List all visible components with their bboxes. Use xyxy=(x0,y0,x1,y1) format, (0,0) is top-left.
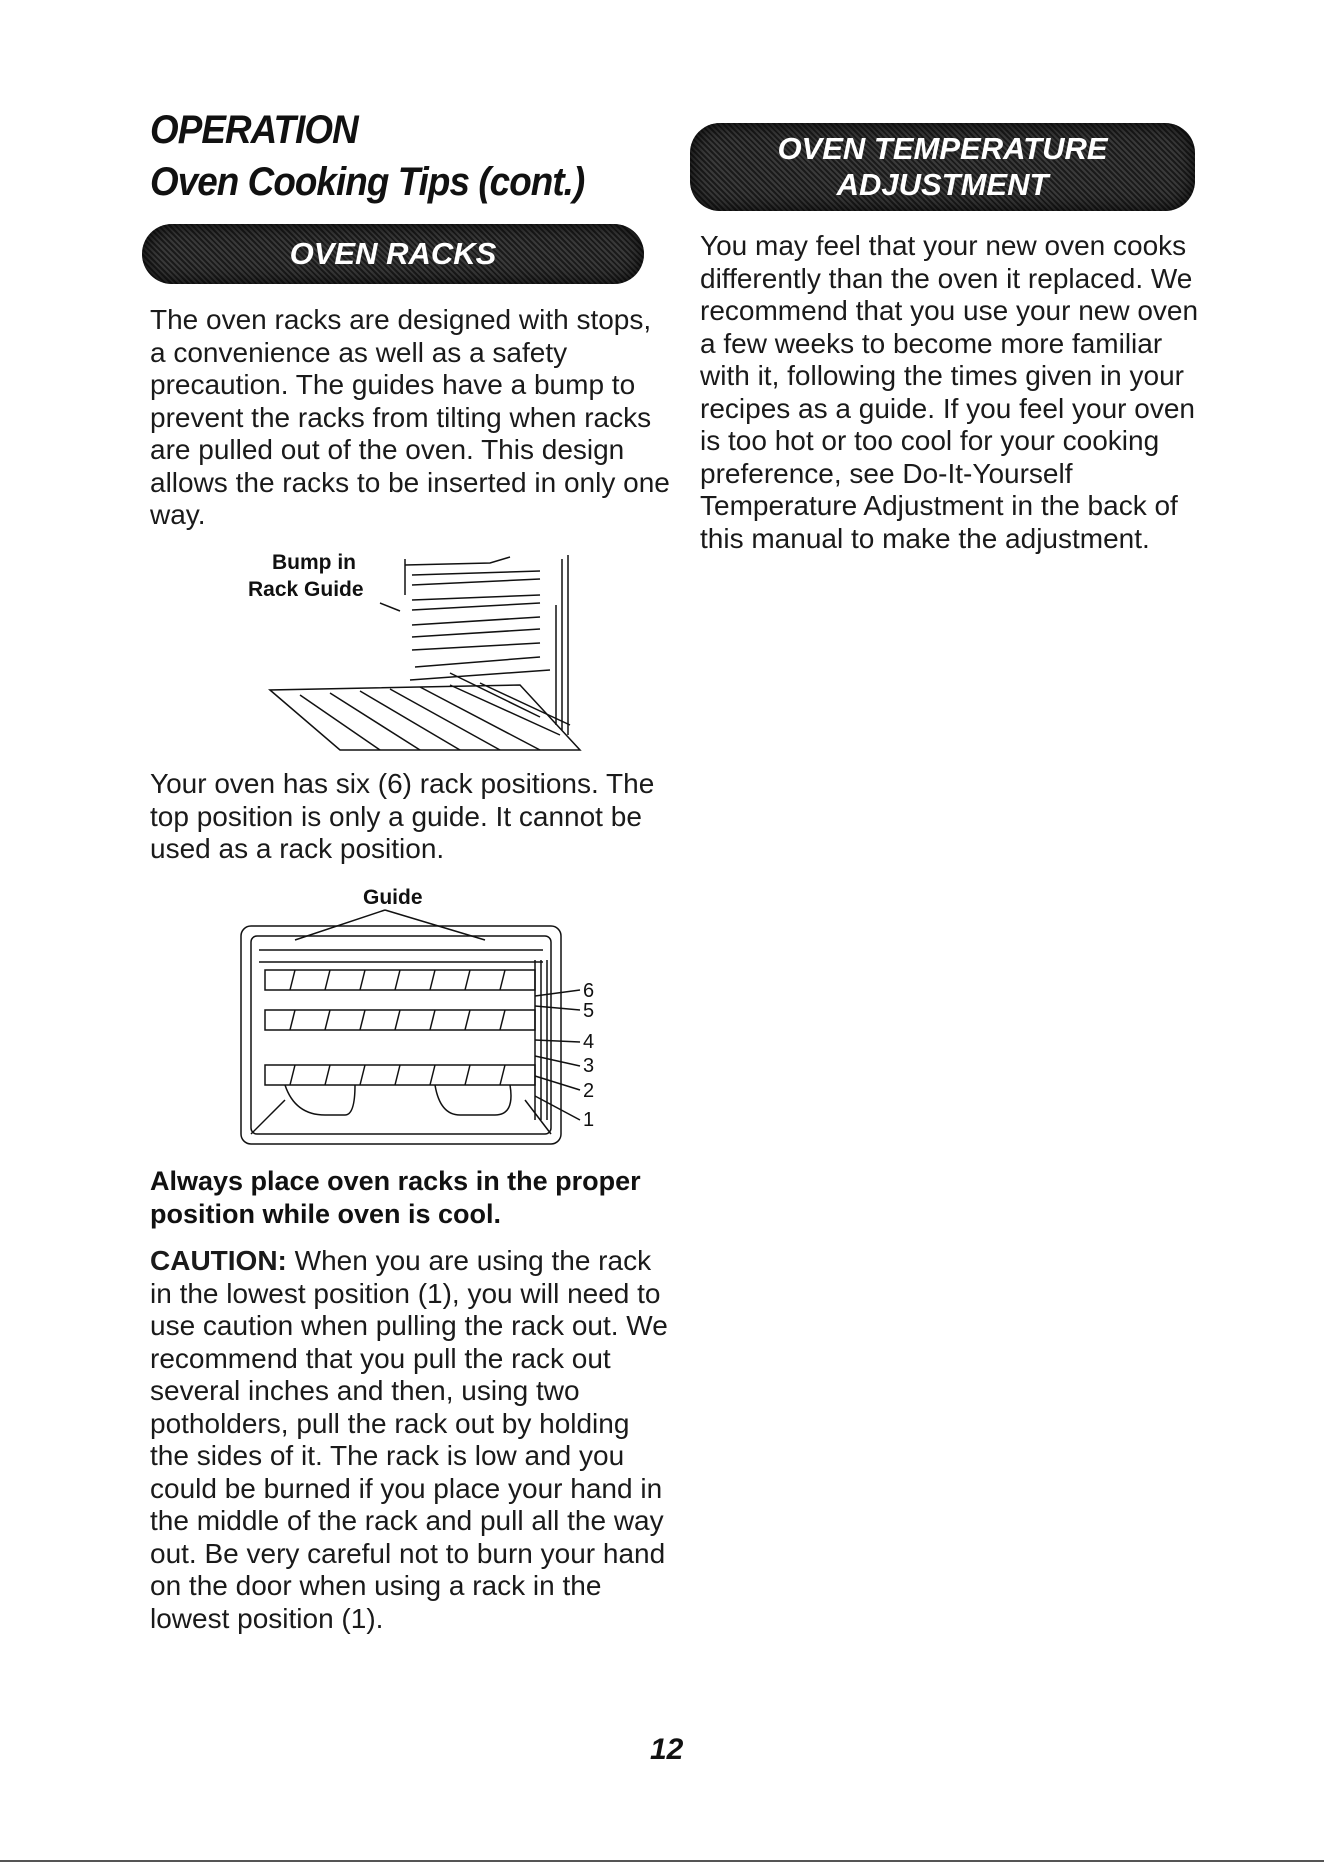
rack-guide-illustration xyxy=(240,545,600,760)
rack-position-1: 1 xyxy=(583,1109,595,1131)
temperature-banner-line1: OVEN TEMPERATURE xyxy=(777,131,1108,166)
oven-racks-banner xyxy=(142,224,644,284)
cool-oven-warning: Always place oven racks in the proper position while oven is cool. xyxy=(150,1166,641,1229)
bump-label-line2: Rack Guide xyxy=(248,578,364,601)
rack-position-6: 6 xyxy=(583,980,595,1002)
bump-label-line1: Bump in xyxy=(272,551,356,574)
temperature-banner-line2: ADJUSTMENT xyxy=(836,167,1049,202)
rack-positions-paragraph: Your oven has six (6) rack positions. The top position is only a guide. It cannot be used as a rack position. xyxy=(150,768,655,864)
rack-position-4: 4 xyxy=(583,1031,595,1053)
rack-position-3: 3 xyxy=(583,1055,595,1077)
section-title: OPERATION xyxy=(150,108,358,152)
oven-racks-paragraph: The oven racks are designed with stops, a convenience as well as a safety precaution. The guides have a bump to prevent the racks from tilting when racks are pulled out of the oven. This design allows the racks to be inserted in only one way. xyxy=(150,304,670,530)
guide-label: Guide xyxy=(363,886,423,909)
rack-positions-illustration xyxy=(235,880,625,1150)
page-number: 12 xyxy=(650,1733,684,1766)
caution-paragraph xyxy=(150,1245,670,1635)
caution-label: CAUTION: xyxy=(150,1245,287,1276)
rack-position-5: 5 xyxy=(583,1000,595,1022)
temperature-paragraph: You may feel that your new oven cooks differently than the oven it replaced. We recommend that you use your new oven a few weeks to become more familiar with it, following the times given in your recipes as a guide. If you feel your oven is too hot or too cool for your cooking preference, see Do-It-Yourself Temperature Adjustment in the back of this manual to make the adjustment. xyxy=(700,230,1199,554)
bottom-divider xyxy=(0,1860,1324,1862)
caution-text: When you are using the rack in the lowest position (1), you will need to use caution when pulling the rack out. We recommend that you pull the rack out several inches and then, using two potholders, pull the rack out by holding the sides of it. The rack is low and you could be burned if you place your hand in the middle of the rack and pull all the way out. Be very careful not to burn your hand on the door when using a rack in the lowest position (1). xyxy=(150,1245,668,1634)
page-subtitle: Oven Cooking Tips (cont.) xyxy=(150,160,585,204)
temperature-adjustment-banner xyxy=(690,123,1195,211)
oven-racks-banner-text: OVEN RACKS xyxy=(289,236,497,271)
rack-position-2: 2 xyxy=(583,1080,595,1102)
